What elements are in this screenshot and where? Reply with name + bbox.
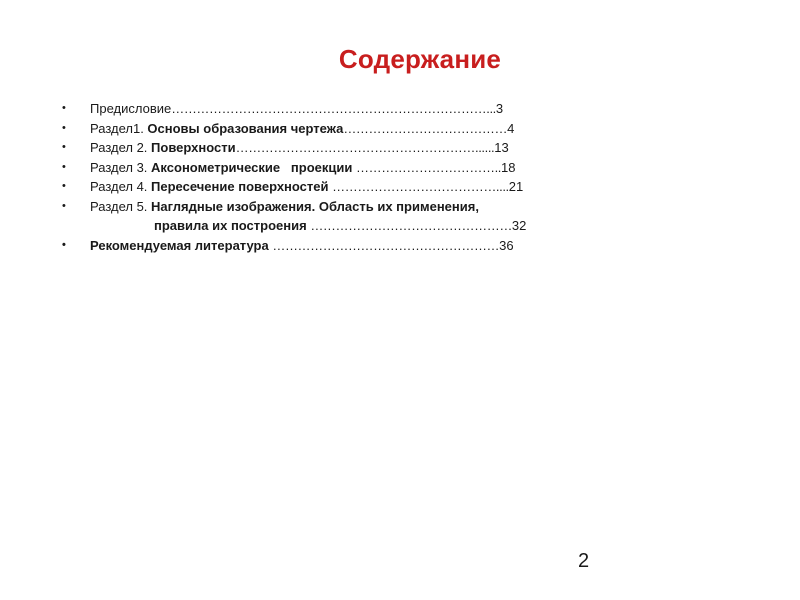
toc-item-section-1: [62, 119, 662, 139]
bullet-icon: •: [62, 141, 66, 153]
toc-leader: …………………………………....: [332, 179, 509, 194]
toc-title: Основы образования чертежа: [147, 120, 344, 136]
bullet-icon: •: [62, 199, 66, 212]
bullet-icon: •: [62, 102, 66, 114]
toc-prefix: Раздел 4.: [90, 179, 152, 194]
bullet-icon: •: [62, 180, 66, 192]
toc-item-preface: [62, 99, 662, 119]
toc-leader: …………………………………………: [310, 218, 512, 233]
toc-page: 4: [507, 120, 515, 136]
toc-prefix: Раздел 5.: [90, 198, 152, 214]
bullet-icon: •: [62, 238, 66, 251]
toc-page: 18: [501, 159, 516, 175]
toc-title: Аксонометрические проекции: [151, 159, 356, 175]
toc-prefix: Предисловие: [90, 101, 172, 116]
toc-title: Рекомендуемая литература: [90, 237, 273, 253]
toc-title: Пересечение поверхностей: [151, 179, 333, 194]
toc-item-section-5: [62, 197, 662, 217]
toc-item-section-3: [62, 158, 662, 178]
bullet-icon: •: [62, 160, 66, 173]
toc-title: правила их построения: [154, 218, 311, 233]
toc-prefix: Раздел 3.: [90, 159, 152, 175]
toc-entry: [154, 216, 526, 236]
table-of-contents: [62, 99, 662, 255]
toc-entry: [90, 138, 509, 158]
toc-entry: [90, 119, 514, 139]
toc-entry: [90, 236, 514, 256]
toc-leader: …………………………………………………......: [235, 140, 495, 155]
toc-prefix: Раздел 2.: [90, 140, 152, 155]
page-number: 2: [578, 550, 590, 572]
toc-title: Поверхности: [151, 140, 236, 155]
toc-entry: [90, 177, 523, 197]
toc-leader: …………………………………………………………………...: [171, 101, 496, 116]
toc-leader: ……………………………..: [356, 159, 502, 175]
toc-page: 3: [495, 101, 504, 116]
bullet-icon: •: [62, 121, 66, 134]
toc-title: Наглядные изображения. Область их применения,: [151, 198, 479, 214]
toc-item-section-4: [62, 177, 662, 197]
toc-entry: [90, 99, 503, 119]
toc-item-section-5-continued: [62, 216, 662, 236]
toc-item-section-2: [62, 138, 662, 158]
toc-page: 21: [508, 179, 524, 194]
toc-entry: [90, 197, 479, 217]
toc-page: 13: [494, 140, 509, 155]
toc-page: 36: [499, 237, 514, 253]
toc-page: 32: [511, 218, 527, 233]
toc-leader: ………………………………………………: [272, 237, 500, 253]
toc-leader: …………………………………: [343, 120, 508, 136]
toc-entry: [90, 158, 516, 178]
toc-prefix: Раздел1.: [90, 120, 148, 136]
page-title: Содержание: [338, 44, 502, 74]
toc-item-literature: [62, 236, 662, 256]
